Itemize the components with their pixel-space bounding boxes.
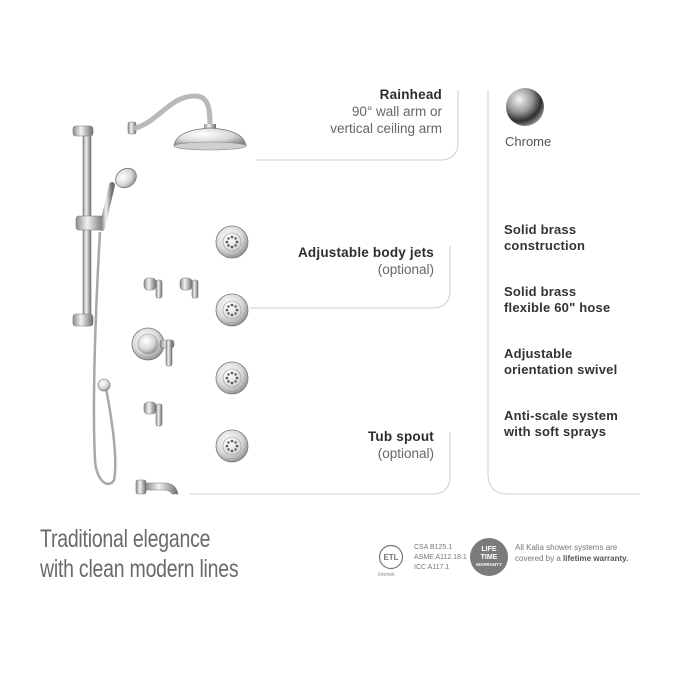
rainhead-callout: [280, 86, 442, 137]
feature-list: [504, 222, 644, 470]
feature-item: Anti-scale system with soft sprays: [504, 408, 618, 439]
handshower: [102, 164, 140, 228]
rainhead-title: Rainhead: [379, 87, 442, 102]
warranty-text-after: warranty.: [591, 554, 629, 563]
feature-item: Solid brass flexible 60" hose: [504, 284, 611, 315]
rainhead-line-2: vertical ceiling arm: [330, 121, 442, 136]
cert-brand: Intertek: [378, 572, 395, 578]
slide-bar: [73, 126, 104, 326]
rainhead-illustration: [128, 96, 246, 150]
seal-line-2: TIME: [480, 554, 498, 561]
tagline: Traditional elegance with clean modern lines: [40, 525, 239, 583]
warranty-text: [515, 542, 635, 564]
lifetime-warranty-seal: [470, 538, 508, 576]
rainhead-line-1: 90° wall arm or: [351, 104, 442, 119]
body-jets: [216, 226, 248, 462]
water-outlet: [98, 379, 110, 391]
etl-mark-text: ETL: [383, 553, 399, 562]
tub-spout-illustration: [136, 480, 178, 494]
feature-item: Adjustable orientation swivel: [504, 346, 618, 377]
tub-spout-callout: [300, 428, 434, 462]
tub-spout-title: Tub spout: [367, 429, 434, 444]
body-jets-title: Adjustable body jets: [297, 245, 434, 260]
body-jets-sub: (optional): [377, 262, 434, 277]
feature-item: Solid brass construction: [504, 222, 586, 253]
body-jets-callout: [270, 244, 434, 278]
finish-option: [505, 88, 585, 149]
thermostatic-valve: [132, 328, 174, 366]
finish-label: Chrome: [505, 134, 552, 149]
chrome-swatch: [506, 88, 544, 126]
cert-standards: CSA B125.1 ASME A112.18.1 ICC A117.1: [414, 544, 467, 571]
seal-line-1: LIFE: [481, 546, 497, 553]
seal-line-3: WARRANTY: [476, 562, 502, 567]
warranty-text-before: All Kalia shower systems are covered by a: [515, 543, 618, 563]
tub-spout-sub: (optional): [377, 446, 434, 461]
hose: [94, 232, 115, 484]
warranty-text-bold: lifetime: [563, 554, 592, 563]
etl-mark-icon: [378, 544, 404, 570]
